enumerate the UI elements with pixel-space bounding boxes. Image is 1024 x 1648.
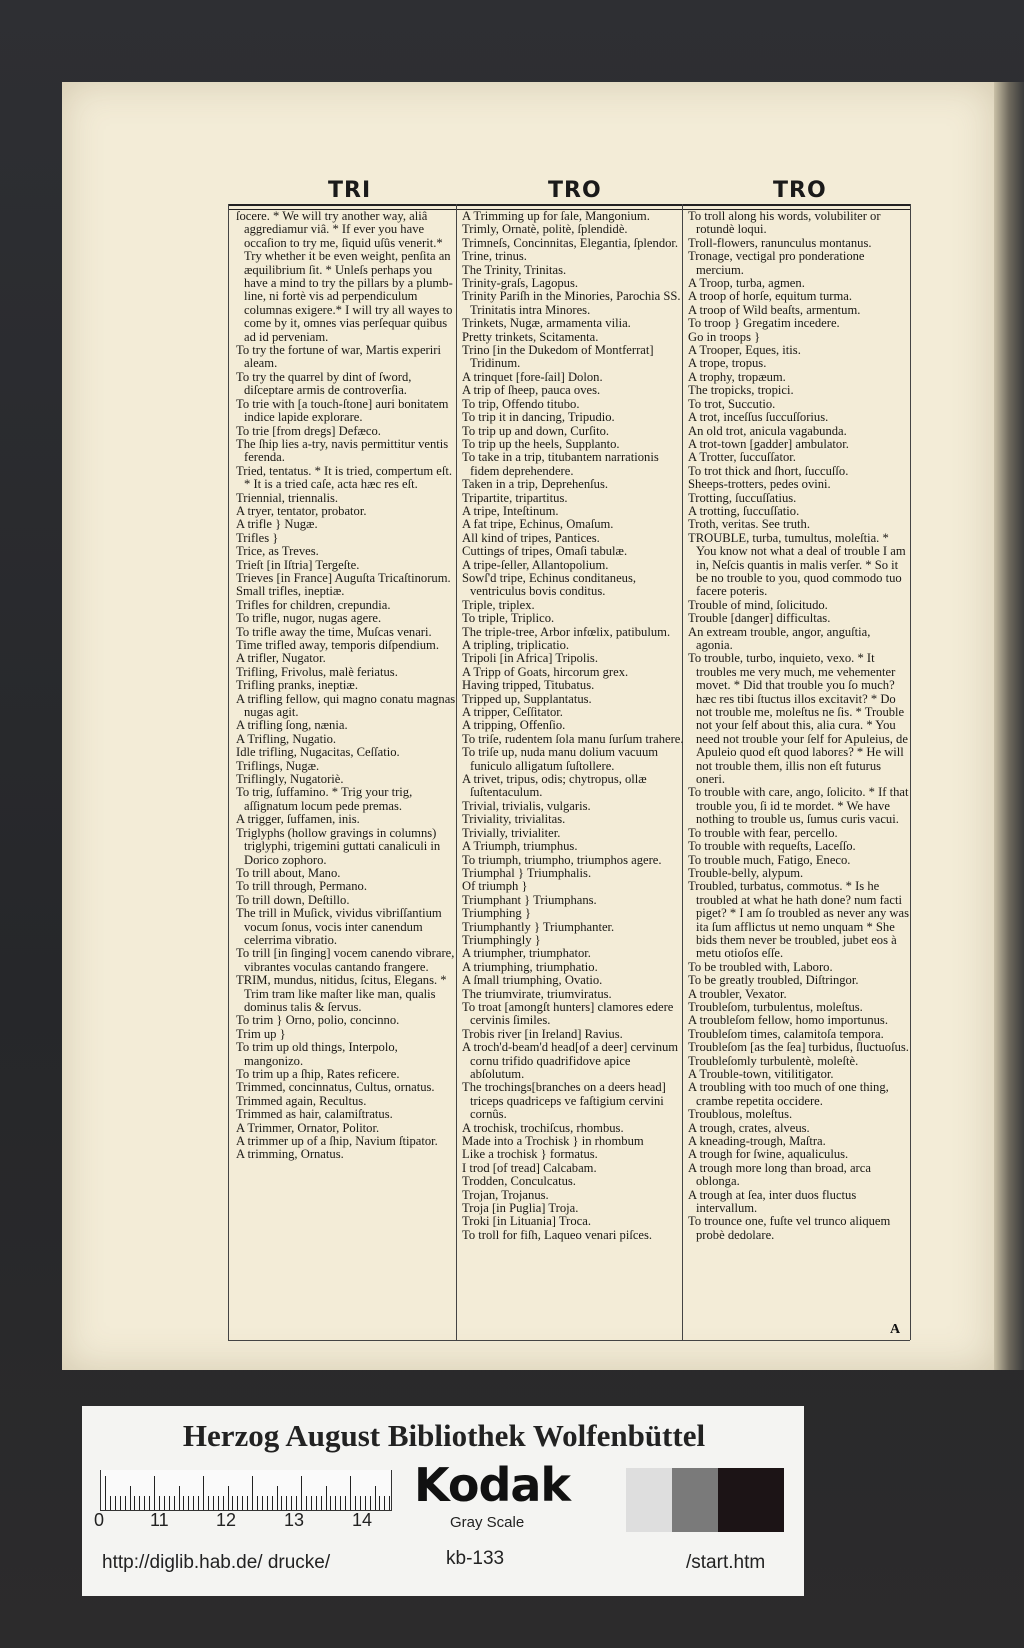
- dictionary-entry: The ſhip lies a-try, navis permittitur ventis ferenda.: [236, 436, 449, 465]
- dictionary-entry: A trifle } Nugæ.: [236, 517, 318, 532]
- dictionary-entry: Tronage, vectigal pro ponderatione mercium.: [688, 249, 865, 277]
- dictionary-entry: To trouble with fear, percello.: [688, 825, 838, 840]
- dictionary-entry: To trim up old things, Interpolo, mangonizo.: [236, 1040, 398, 1068]
- gray-patch-mid: [672, 1468, 718, 1532]
- dictionary-entry: Trouble-belly, alypum.: [688, 865, 804, 880]
- ruler-tick: [355, 1496, 356, 1510]
- ruler-tick: [257, 1496, 258, 1510]
- ruler-tick: [321, 1496, 322, 1510]
- dictionary-entry: To trip up the heels, Supplanto.: [462, 436, 620, 451]
- dictionary-entry: TROUBLE, turba, tumultus, moleſtia. * You know not what a deal of trouble I am in, Neſcis quantis in malis verſer. * So it be no trouble to you, quod commodo tuo facere poteris.: [688, 530, 906, 599]
- dictionary-entry: To trip it in dancing, Tripudio.: [462, 410, 615, 425]
- ruler-number: 14: [352, 1510, 373, 1530]
- dictionary-entry: Triumphant } Triumphans.: [462, 892, 597, 907]
- ruler-numbers: [94, 1510, 394, 1530]
- dictionary-entry: Trouble [danger] difficultas.: [688, 611, 831, 626]
- dictionary-entry: Trimneſs, Concinnitas, Elegantia, ſplendor.: [462, 235, 679, 250]
- dictionary-entry: Made into a Trochisk } in rhombum: [462, 1134, 644, 1149]
- ruler-tick: [247, 1496, 248, 1510]
- dictionary-entry: To trouble with care, ango, ſolicito. * If that trouble you, ſi id te mordet. * We have nothing to trouble us, ſumus curis vacui.: [688, 785, 909, 827]
- dictionary-entry: Time trifled away, temporis diſpendium.: [236, 638, 439, 652]
- page-edge: [994, 82, 1024, 1370]
- dictionary-entry: Small trifles, ineptiæ.: [236, 584, 345, 599]
- ruler-tick: [193, 1496, 194, 1510]
- ruler-tick: [340, 1496, 341, 1510]
- dictionary-entry: Triumphingly }: [462, 932, 541, 947]
- dictionary-entry: A troop of horſe, equitum turma.: [688, 289, 853, 304]
- dictionary-entry: A Trooper, Eques, itis.: [688, 343, 801, 358]
- dictionary-entry: To troop } Gregatim incedere.: [688, 316, 840, 331]
- dictionary-entry: Trotting, ſuccuſſatius.: [688, 490, 797, 505]
- dictionary-entry: A Tripp of Goats, hircorum grex.: [462, 664, 629, 679]
- dictionary-entry: To trouble much, Fatigo, Eneco.: [688, 852, 851, 867]
- dictionary-entry: Trodden, Conculcatus.: [462, 1174, 576, 1189]
- ruler-tick: [301, 1476, 302, 1510]
- dictionary-entry: A Trimming up for ſale, Mangonium.: [462, 210, 650, 223]
- ruler-tick: [125, 1496, 126, 1510]
- dictionary-entry: A troubleſom fellow, homo importunus.: [688, 1013, 888, 1028]
- running-head-middle: TRO: [548, 178, 602, 203]
- dictionary-entry: ſocere. * We will try another way, aliâ aggrediamur viâ. * If ever you have occaſion to try me, ſiquid uſûs venerit.* Try whether it be even weight, penſita an æquilibrium ſit. * Unleſs perhaps you have a mind to try the pillars by a plumb-line, ni fortè vis ad perpendiculum columnas exigere.* I will try all wayes to come by it, omnes vias perſequar quibus ad id perveniam.: [236, 210, 453, 344]
- ruler-tick: [164, 1496, 165, 1510]
- dictionary-entry: To trifle, nugor, nugas agere.: [236, 611, 382, 626]
- dictionary-entry: Having tripped, Titubatus.: [462, 678, 595, 693]
- dictionary-entry: To troat [amongſt hunters] clamores edere cervinis ſimiles.: [462, 999, 674, 1028]
- gray-scale-label: Gray Scale: [450, 1514, 525, 1531]
- dictionary-entry: Like a trochisk } formatus.: [462, 1147, 598, 1162]
- dictionary-entry: Trice, as Treves.: [236, 544, 319, 559]
- dictionary-entry: Troubled, turbatus, commotus. * Is he troubled at what he hath done? num facti piget? * I am ſo troubled as never any was ita ſum afflictus ut nemo unquam * She bids them never be troubled, jubet eos à metu otioſos eſſe.: [688, 879, 909, 961]
- dictionary-entry: Triennial, triennalis.: [236, 490, 339, 505]
- dictionary-entry: A trot, inceſſus ſuccuſſorius.: [688, 410, 829, 425]
- dictionary-entry: Trinity-graſs, Lagopus.: [462, 276, 579, 291]
- ruler-number: 0: [94, 1510, 105, 1530]
- ruler-tick: [139, 1496, 140, 1510]
- dictionary-entry: To trie [from dregs] Defæco.: [236, 423, 381, 438]
- dictionary-entry: To try the fortune of war, Martis experiri aleam.: [236, 343, 441, 371]
- dictionary-entry: The Trinity, Trinitas.: [462, 262, 567, 277]
- ruler-tick: [134, 1496, 135, 1510]
- dictionary-entry: Troll-flowers, ranunculus montanus.: [688, 235, 872, 250]
- ruler-tick: [389, 1496, 390, 1510]
- dictionary-entry: Triumphing }: [462, 906, 531, 921]
- dictionary-entry: TRIM, mundus, nitidus, ſcitus, Elegans. * Trim tram like maſter like man, qualis dominus talis & ſervus.: [236, 973, 447, 1014]
- dictionary-entry: A tripper, Ceſſitator.: [462, 705, 563, 720]
- ruler-tick: [179, 1486, 180, 1510]
- dictionary-entry: Tried, tentatus. * It is tried, compertum eſt. * It is a tried caſe, acta hæc res eſt.: [236, 463, 453, 492]
- dictionary-entry: A trough more long than broad, arca oblonga.: [688, 1160, 871, 1189]
- dictionary-entry: To be troubled with, Laboro.: [688, 959, 833, 974]
- ruler-tick: [379, 1496, 380, 1510]
- dictionary-entry: A ſmall triumphing, Ovatio.: [462, 973, 603, 988]
- dictionary-entry: Go in troops }: [688, 329, 761, 344]
- ruler-tick: [159, 1496, 160, 1510]
- dictionary-entry: Of triumph }: [462, 879, 528, 894]
- dictionary-entry: A trivet, tripus, odis; chytropus, ollæ ſuſtentaculum.: [462, 772, 647, 800]
- dictionary-entry: Triviality, trivialitas.: [462, 812, 566, 827]
- dictionary-entry: A trot-town [gadder] ambulator.: [688, 436, 849, 451]
- dictionary-entry: Taken in a trip, Deprehenſus.: [462, 477, 608, 492]
- ruler-scale: [100, 1470, 392, 1511]
- dictionary-entry: Trimmed again, Recultus.: [236, 1093, 367, 1108]
- dictionary-entry: To trot thick and ſhort, ſuccuſſo.: [688, 463, 849, 478]
- ruler-number: 13: [284, 1510, 305, 1530]
- dictionary-entry: Triflingly, Nugatoriè.: [236, 772, 344, 787]
- dictionary-entry: Trimmed, concinnatus, Cultus, ornatus.: [236, 1080, 435, 1095]
- dictionary-entry: Trimmed as hair, calamiſtratus.: [236, 1107, 393, 1122]
- column-rule: [228, 204, 229, 1340]
- ruler-tick: [291, 1496, 292, 1510]
- dictionary-entry: To trifle away the time, Muſcas venari.: [236, 624, 432, 639]
- ruler-tick: [370, 1496, 371, 1510]
- ruler-tick: [213, 1496, 214, 1510]
- dictionary-column-2: [462, 210, 684, 1330]
- dictionary-entry: Triumphal } Triumphalis.: [462, 865, 592, 880]
- dictionary-entry: Tripartite, tripartitus.: [462, 490, 568, 505]
- dictionary-entry: A trophy, tropæum.: [688, 369, 786, 384]
- dictionary-entry: A trifling ſong, nænia.: [236, 718, 348, 733]
- ruler-number: 11: [150, 1510, 169, 1530]
- dictionary-entry: Trieves [in France] Auguſta Tricaſtinorum.: [236, 570, 451, 585]
- ruler-tick: [286, 1496, 287, 1510]
- dictionary-entry: Trifling pranks, ineptiæ.: [236, 678, 358, 693]
- ruler-tick: [277, 1486, 278, 1510]
- dictionary-entry: A trimmer up of a ſhip, Navium ſtipator.: [236, 1134, 438, 1149]
- dictionary-entry: To triſe, rudentem ſola manu ſurſum trahere.: [462, 731, 684, 746]
- dictionary-entry: Troublous, moleſtus.: [688, 1107, 793, 1122]
- dictionary-entry: To troll for fiſh, Laqueo venari piſces.: [462, 1227, 653, 1242]
- dictionary-entry: Trifles }: [236, 530, 279, 545]
- dictionary-entry: Troubleſom, turbulentus, moleſtus.: [688, 999, 863, 1014]
- dictionary-entry: Troth, veritas. See truth.: [688, 517, 810, 532]
- dictionary-entry: The trill in Muſick, vividus vibriſſantium vocum ſonus, vocis inter canendum celerrima vibratio.: [236, 906, 442, 947]
- dictionary-entry: Troubleſom times, calamitoſa tempora.: [688, 1026, 884, 1041]
- dictionary-entry: A kneading-trough, Maſtra.: [688, 1134, 826, 1149]
- running-head-right: TRO: [773, 178, 827, 203]
- dictionary-entry: A fat tripe, Echinus, Omaſum.: [462, 517, 614, 532]
- dictionary-entry: A trimming, Ornatus.: [236, 1147, 344, 1162]
- dictionary-entry: A tripe-ſeller, Allantopolium.: [462, 557, 609, 572]
- library-name: Herzog August Bibliothek Wolfenbüttel: [182, 1418, 706, 1453]
- dictionary-entry: A Trifling, Nugatio.: [236, 731, 337, 746]
- ruler-tick: [345, 1496, 346, 1510]
- dictionary-entry: Trifles for children, crepundia.: [236, 597, 391, 612]
- ruler-tick: [105, 1476, 106, 1510]
- dictionary-entry: To try the quarrel by dint of ſword, diſceptare armis de controverſia.: [236, 369, 412, 398]
- dictionary-entry: Troki [in Lituania] Troca.: [462, 1214, 591, 1229]
- digital-library-url: http://diglib.hab.de/ drucke/: [102, 1552, 331, 1573]
- ruler-tick: [326, 1486, 327, 1510]
- dictionary-entry: To troll along his words, volubiliter or rotundè loqui.: [688, 210, 881, 237]
- dictionary-entry: Trinkets, Nugæ, armamenta vilia.: [462, 316, 631, 331]
- ruler-tick: [360, 1496, 361, 1510]
- ruler-tick: [154, 1476, 155, 1510]
- dictionary-entry: To trie with [a touch-ſtone] auri bonitatem indice lapide explorare.: [236, 396, 449, 425]
- dictionary-entry: Idle trifling, Nugacitas, Ceſſatio.: [236, 745, 400, 760]
- dictionary-entry: To trip up and down, Curſito.: [462, 423, 610, 438]
- dictionary-entry: Troubleſom [as the ſea] turbidus, ſluctuoſus.: [688, 1040, 909, 1055]
- dictionary-entry: A trifling fellow, qui magno conatu magnas nugas agit.: [236, 691, 456, 720]
- ruler-tick: [311, 1496, 312, 1510]
- ruler-tick: [375, 1486, 376, 1510]
- dictionary-entry: A trope, tropus.: [688, 356, 767, 371]
- ruler-tick: [267, 1496, 268, 1510]
- dictionary-entry: Triflings, Nugæ.: [236, 758, 320, 773]
- dictionary-entry: To trip, Offendo titubo.: [462, 396, 580, 411]
- ruler-tick: [316, 1496, 317, 1510]
- ruler-tick: [228, 1486, 229, 1510]
- dictionary-entry: An extream trouble, angor, anguſtia, agonia.: [688, 624, 871, 652]
- dictionary-entry: A Trimmer, Ornator, Politor.: [236, 1120, 380, 1135]
- dictionary-entry: A trifler, Nugator.: [236, 651, 326, 666]
- dictionary-entry: A trotting, ſuccuſſatio.: [688, 503, 800, 518]
- dictionary-entry: A troubler, Vexator.: [688, 986, 787, 1001]
- dictionary-entry: Trobis river [in Ireland] Ravius.: [462, 1026, 623, 1041]
- ruler-tick: [223, 1496, 224, 1510]
- footer-rule: [228, 1340, 910, 1341]
- dictionary-entry: A trochisk, trochiſcus, rhombus.: [462, 1120, 624, 1135]
- ruler-tick: [174, 1496, 175, 1510]
- dictionary-entry: A tripping, Offenſio.: [462, 718, 566, 733]
- ruler-tick: [330, 1496, 331, 1510]
- ruler-tick: [120, 1496, 121, 1510]
- dictionary-entry: A troch'd-beam'd head[of a deer] cervinum cornu trifido quadrifidove apice abſolutum.: [462, 1040, 679, 1081]
- ruler-tick: [237, 1496, 238, 1510]
- dictionary-entry: A trip of ſheep, pauca oves.: [462, 383, 601, 398]
- dictionary-entry: An old trot, anicula vagabunda.: [688, 423, 847, 438]
- dictionary-entry: Cuttings of tripes, Omaſi tabulæ.: [462, 544, 628, 559]
- ruler-tick: [110, 1496, 111, 1510]
- ruler-tick: [130, 1486, 131, 1510]
- dictionary-entry: Trine, trinus.: [462, 249, 527, 264]
- dictionary-entry: To trouble with requeſts, Laceſſo.: [688, 839, 856, 854]
- dictionary-entry: To trig, ſuffamino. * Trig your trig, aſſignatum locum pede premas.: [236, 785, 413, 813]
- ruler-tick: [188, 1496, 189, 1510]
- ruler-tick: [252, 1476, 253, 1510]
- dictionary-entry: To trill [in ſinging] vocem canendo vibrare, vibrantes voculas cantando frangere.: [236, 946, 455, 974]
- dictionary-entry: A Trouble-town, vitilitigator.: [688, 1067, 834, 1081]
- dictionary-entry: A Trotter, ſuccuſſator.: [688, 450, 796, 465]
- dictionary-entry: Sowſ'd tripe, Echinus conditaneus, ventriculus bovis conditus.: [462, 570, 637, 599]
- dictionary-entry: A trough for ſwine, aqualiculus.: [688, 1147, 849, 1162]
- ruler-tick: [115, 1496, 116, 1510]
- dictionary-entry: To be greatly troubled, Diſtringor.: [688, 973, 859, 988]
- dictionary-entry: Pretty trinkets, Scitamenta.: [462, 329, 599, 344]
- dictionary-entry: Troubleſomly turbulentè, moleſtè.: [688, 1053, 859, 1068]
- dictionary-entry: All kind of tripes, Pantices.: [462, 530, 600, 545]
- dictionary-entry: The tropicks, tropici.: [688, 383, 794, 398]
- dictionary-entry: To trim } Orno, polio, concinno.: [236, 1013, 400, 1028]
- running-head: [228, 178, 910, 204]
- dictionary-entry: To triſe up, nuda manu dolium vacuum funiculo alligatum ſuſtollere.: [462, 745, 659, 773]
- dictionary-entry: Troja [in Puglia] Troja.: [462, 1201, 579, 1216]
- dictionary-entry: To trot, Succutio.: [688, 396, 776, 411]
- gray-patch-dark: [718, 1468, 784, 1532]
- dictionary-entry: A triumpher, triumphator.: [462, 946, 591, 961]
- dictionary-entry: To triumph, triumpho, triumphos agere.: [462, 852, 662, 867]
- dictionary-entry: Triumphantly } Triumphanter.: [462, 919, 615, 934]
- ruler-tick: [218, 1496, 219, 1510]
- dictionary-entry: Trinity Pariſh in the Minories, Parochia SS. Trinitatis intra Minores.: [462, 289, 681, 317]
- ruler-tick: [183, 1496, 184, 1510]
- dictionary-entry: A trough at ſea, inter duos fluctus intervallum.: [688, 1187, 857, 1216]
- ruler-tick: [335, 1496, 336, 1510]
- dictionary-entry: Trimly, Ornatè, politè, ſplendidè.: [462, 222, 628, 237]
- dictionary-entry: To trim up a ſhip, Rates reficere.: [236, 1067, 400, 1081]
- dictionary-entry: A trinquet [fore-ſail] Dolon.: [462, 369, 603, 384]
- ruler-tick: [272, 1496, 273, 1510]
- dictionary-column-1: [236, 210, 458, 1330]
- ruler-tick: [169, 1496, 170, 1510]
- running-head-left: TRI: [328, 178, 372, 203]
- dictionary-entry: To trouble, turbo, inquieto, vexo. * It troubles me very much, me vehementer movet. * Did that trouble you ſo much? hæc res tibi ſtuctus illos excitavit? * Do not trouble me, moleſtus ne ſis. * Trouble not your ſelf about this, alia cura. * You need not trouble your ſelf for Apuleius, de Apuleio quod eſt quod laborεs? * He will not trouble them, illis non eſt futurus oneri.: [688, 651, 908, 787]
- dictionary-entry: To trill down, Deſtillo.: [236, 892, 350, 907]
- ruler-tick: [384, 1496, 385, 1510]
- dictionary-entry: Sheeps-trotters, pedes ovini.: [688, 477, 831, 492]
- ruler-tick: [242, 1496, 243, 1510]
- dictionary-entry: A trigger, ſuffamen, inis.: [236, 812, 360, 827]
- dictionary-entry: I trod [of tread] Calcabam.: [462, 1160, 597, 1175]
- ruler-tick: [208, 1496, 209, 1510]
- dictionary-entry: Tripped up, Supplantatus.: [462, 691, 592, 706]
- dictionary-entry: Tripoli [in Africa] Tripolis.: [462, 651, 598, 666]
- dictionary-entry: Trouble of mind, ſolicitudo.: [688, 597, 828, 612]
- dictionary-entry: A Triumph, triumphus.: [462, 839, 578, 854]
- signature-mark: A: [890, 1322, 901, 1337]
- ruler-tick: [365, 1496, 366, 1510]
- dictionary-entry: A tripe, Inteſtinum.: [462, 503, 559, 518]
- dictionary-column-3: [688, 210, 910, 1330]
- dictionary-entry: To trill about, Mano.: [236, 865, 341, 880]
- ruler-tick: [232, 1496, 233, 1510]
- dictionary-entry: A tripling, triplicatio.: [462, 638, 570, 652]
- ruler-tick: [306, 1496, 307, 1510]
- dictionary-entry: Trieſt [in Iſtria] Tergeſte.: [236, 557, 360, 572]
- shelf-code: kb-133: [446, 1548, 505, 1569]
- dictionary-entry: A troubling with too much of one thing, crambe repetita occidere.: [688, 1080, 889, 1108]
- dictionary-entry: Trivial, trivialis, vulgaris.: [462, 798, 591, 813]
- dictionary-entry: Trino [in the Dukedom of Montferrat] Tridinum.: [462, 343, 654, 371]
- ruler-tick: [203, 1476, 204, 1510]
- color-target-card: [82, 1406, 804, 1596]
- dictionary-entry: Triple, triplex.: [462, 597, 535, 612]
- column-rule: [910, 204, 911, 1340]
- dictionary-entry: A triumphing, triumphatio.: [462, 959, 598, 974]
- ruler-tick: [149, 1496, 150, 1510]
- gray-patch-light: [626, 1468, 672, 1532]
- ruler-tick: [281, 1496, 282, 1510]
- ruler-tick: [262, 1496, 263, 1510]
- ruler-tick: [198, 1496, 199, 1510]
- ruler-tick: [296, 1496, 297, 1510]
- dictionary-entry: Trojan, Trojanus.: [462, 1187, 549, 1202]
- dictionary-entry: Triglyphs (hollow gravings in columns) triglyphi, trigemini guttati canaliculi in Dorico zophoro.: [236, 825, 441, 867]
- dictionary-entry: A Troop, turba, agmen.: [688, 276, 805, 291]
- dictionary-entry: A tryer, tentator, probator.: [236, 503, 367, 518]
- ruler-tick: [144, 1496, 145, 1510]
- dictionary-entry: Trim up }: [236, 1026, 286, 1041]
- dictionary-entry: Trifling, Frivolus, malè feriatus.: [236, 664, 398, 679]
- dictionary-entry: To take in a trip, titubantem narrationis fidem deprehendere.: [462, 450, 659, 478]
- dictionary-entry: The triple-tree, Arbor infœlix, patibulum.: [462, 624, 671, 639]
- ruler-tick: [350, 1476, 351, 1510]
- start-link-text: /start.htm: [686, 1552, 766, 1573]
- dictionary-entry: The trochings[branches on a deers head] triceps quadriceps ve faſtigium cervini cornûs.: [462, 1080, 666, 1122]
- ruler-number: 12: [216, 1510, 237, 1530]
- dictionary-entry: A trough, crates, alveus.: [688, 1120, 810, 1135]
- dictionary-entry: The triumvirate, triumviratus.: [462, 986, 612, 1001]
- kodak-logo: Kodak: [414, 1458, 570, 1512]
- dictionary-entry: A troop of Wild beaſts, armentum.: [688, 302, 861, 317]
- dictionary-entry: Trivially, trivialiter.: [462, 825, 561, 840]
- dictionary-entry: To trounce one, fuſte vel trunco aliquem probè dedolare.: [688, 1214, 891, 1242]
- dictionary-entry: To triple, Triplico.: [462, 611, 555, 626]
- dictionary-entry: To trill through, Permano.: [236, 879, 367, 894]
